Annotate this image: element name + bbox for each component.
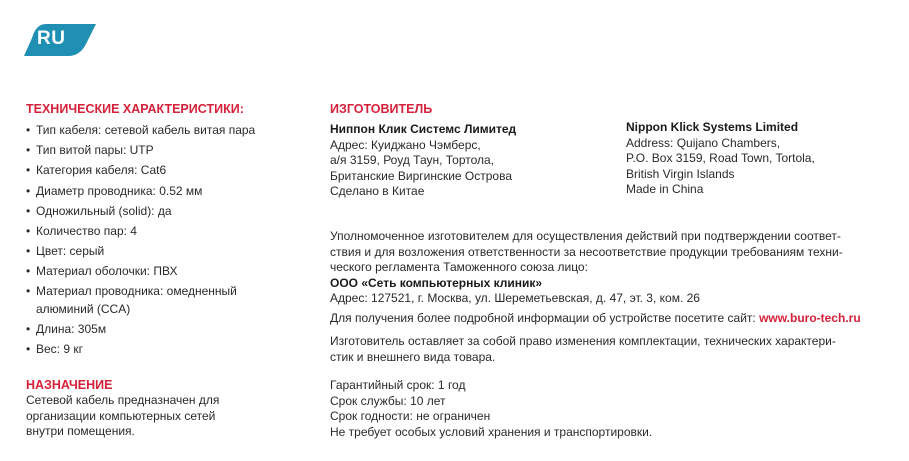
- spec-item: • Тип кабеля: сетевой кабель витая пара: [26, 120, 296, 140]
- authorized-line: Уполномоченное изготовителем для осуществления действий при подтверждении соответ-: [330, 229, 841, 243]
- rights-line: Изготовитель оставляет за собой право изменения комплектации, технических характери-: [330, 334, 836, 348]
- spec-item: • Вес: 9 кг: [26, 339, 296, 359]
- manufacturer-en: [626, 120, 815, 198]
- spec-item: • Категория кабеля: Cat6: [26, 160, 296, 180]
- spec-item: • Диаметр проводника: 0.52 мм: [26, 181, 296, 201]
- badge-label: RU: [37, 28, 66, 49]
- purpose-section: [26, 378, 276, 440]
- manufacturer-en-name: Nippon Klick Systems Limited: [626, 120, 799, 134]
- spec-item: • Тип витой пары: UTP: [26, 140, 296, 160]
- rights-line: стик и внешнего вида товара.: [330, 349, 496, 364]
- shelf-life: Срок годности: не ограничен: [330, 409, 491, 424]
- purpose-line: организации компьютерных сетей: [26, 408, 216, 423]
- service-life: Срок службы: 10 лет: [330, 393, 446, 408]
- authorized-company: ООО «Сеть компьютерных клиник»: [330, 275, 543, 290]
- purpose-heading: НАЗНАЧЕНИЕ: [26, 378, 113, 392]
- manufacturer-ru: [330, 122, 516, 200]
- purpose-line: Сетевой кабель предназначен для: [26, 393, 220, 407]
- spec-item: • Цвет: серый: [26, 241, 296, 261]
- specs-section: [26, 102, 296, 359]
- manufacturer-ru-name: Ниппон Клик Системс Лимитед: [330, 122, 517, 136]
- manufacturer-en-line: P.O. Box 3159, Road Town, Tortola,: [626, 151, 815, 166]
- rights-notice: [330, 334, 890, 365]
- language-badge: [24, 24, 96, 56]
- manufacturer-ru-line: Адрес: Куиджано Чэмберс,: [330, 137, 481, 152]
- authorized-line: ческого регламента Таможенного союза лицо:: [330, 260, 588, 275]
- website-link[interactable]: www.buro-tech.ru: [759, 311, 861, 325]
- spec-item: • Материал оболочки: ПВХ: [26, 261, 296, 281]
- authorized-address: Адрес: 127521, г. Москва, ул. Шереметьевская, д. 47, эт. 3, ком. 26: [330, 291, 700, 306]
- terms-section: [330, 378, 652, 440]
- manufacturer-ru-line: Сделано в Китае: [330, 184, 425, 199]
- spec-item: • Одножильный (solid): да: [26, 201, 296, 221]
- spec-item: • Длина: 305м: [26, 319, 296, 339]
- storage-conditions: Не требует особых условий хранения и транспортировки.: [330, 424, 653, 439]
- manufacturer-section: [330, 102, 432, 122]
- manufacturer-en-line: Made in China: [626, 182, 704, 197]
- specs-heading: ТЕХНИЧЕСКИЕ ХАРАКТЕРИСТИКИ:: [26, 102, 244, 116]
- manufacturer-ru-line: а/я 3159, Роуд Таун, Тортола,: [330, 153, 495, 168]
- purpose-line: внутри помещения.: [26, 424, 135, 439]
- spec-item: • Количество пар: 4: [26, 221, 296, 241]
- authorized-representative: [330, 229, 890, 307]
- warranty-term: Гарантийный срок: 1 год: [330, 378, 466, 392]
- info-text: Для получения более подробной информации об устройстве посетите сайт:: [330, 311, 756, 325]
- authorized-line: ствия и для возложения ответственности за несоответствие продукции требованиям техни-: [330, 244, 843, 259]
- info-line: [330, 311, 861, 325]
- specs-list: [26, 120, 296, 359]
- spec-item: • Материал проводника: омедненный алюминий (CCA): [26, 282, 271, 319]
- manufacturer-ru-line: Британские Виргинские Острова: [330, 168, 513, 183]
- manufacturer-en-line: British Virgin Islands: [626, 166, 735, 181]
- manufacturer-heading: ИЗГОТОВИТЕЛЬ: [330, 102, 433, 116]
- manufacturer-en-line: Address: Quijano Chambers,: [626, 135, 781, 150]
